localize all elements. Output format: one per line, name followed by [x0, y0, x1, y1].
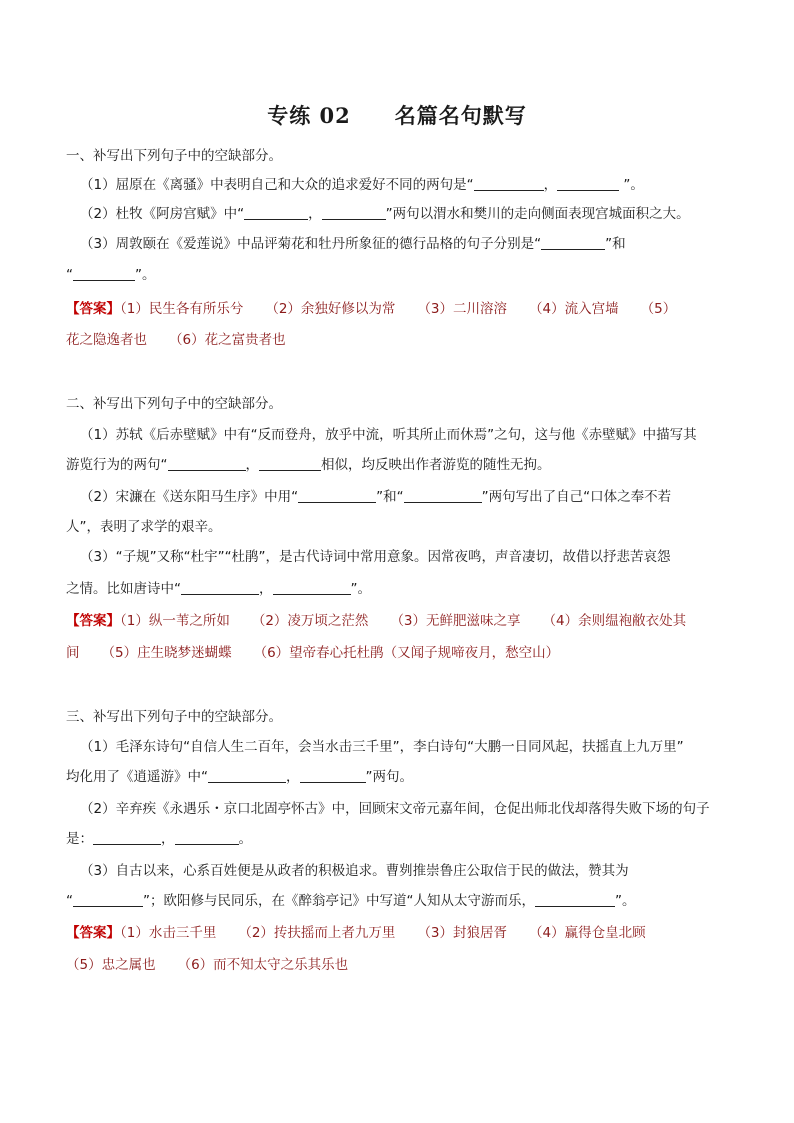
- blank-line: [73, 892, 143, 907]
- blank-line: [273, 580, 351, 595]
- s2-question-2-cont: 人”，表明了求学的艰辛。: [66, 519, 222, 535]
- s1-question-3-cont: “ ”。: [66, 267, 156, 283]
- blank-line: [404, 488, 482, 503]
- s3-answer-line-2: （5）忠之属也 （6）而不知太守之乐其乐也: [66, 957, 349, 973]
- blank-line: [322, 205, 386, 220]
- answer-label: 【答案】: [66, 613, 120, 629]
- blank-line: [474, 176, 544, 191]
- blank-line: [168, 456, 246, 471]
- blank-line: [73, 266, 135, 281]
- s2-question-1: （1）苏轼《后赤壁赋》中有“反而登舟，放乎中流，听其所止而休焉”之句，这与他《赤壁赋》中描写其: [80, 427, 697, 443]
- s2-question-3-cont: 之情。比如唐诗中“ ， ”。: [66, 581, 371, 597]
- blank-line: [557, 176, 619, 191]
- s3-question-3-cont: “ ”；欧阳修与民同乐，在《醉翁亭记》中写道“人知从太守游而乐， ”。: [66, 893, 636, 909]
- s3-answer-line-1: 【答案】（1）水击三千里 （2）抟扶摇而上者九万里 （3）封狼居胥 （4）赢得仓皇北顾: [66, 925, 646, 941]
- s2-question-2: （2）宋濂在《送东阳马生序》中用“ ”和“ ”两句写出了自己“口体之奉不若: [80, 489, 672, 505]
- s3-question-1: （1）毛泽东诗句“自信人生二百年，会当水击三千里”，李白诗句“大鹏一日同风起，扶摇直上九万里”: [80, 739, 684, 755]
- blank-line: [93, 830, 161, 845]
- s1-answer-line-1: 【答案】（1）民生各有所乐兮 （2）余独好修以为常 （3）二川溶溶 （4）流入宫墙 （5）: [66, 301, 677, 317]
- s2-question-1-cont: 游览行为的两句“ ， 相似，均反映出作者游览的随性无拘。: [66, 457, 551, 473]
- s3-question-1-cont: 均化用了《逍遥游》中“ ， ”两句。: [66, 769, 413, 785]
- blank-line: [298, 488, 376, 503]
- blank-line: [300, 768, 366, 783]
- blank-line: [535, 892, 615, 907]
- blank-line: [208, 768, 286, 783]
- page-title: 专练 02 名篇名句默写: [267, 103, 527, 128]
- s1-question-1: （1）屈原在《离骚》中表明自己和大众的追求爱好不同的两句是“ ， ”。: [80, 177, 644, 193]
- s1-question-3: （3）周敦颐在《爱莲说》中品评菊花和牡丹所象征的德行品格的句子分别是“ ”和: [80, 236, 626, 252]
- answer-label: 【答案】: [66, 301, 120, 317]
- section-1-heading: 一、补写出下列句子中的空缺部分。: [66, 148, 282, 164]
- s3-question-2-cont: 是： ， 。: [66, 831, 252, 847]
- blank-line: [541, 235, 605, 250]
- section-2-heading: 二、补写出下列句子中的空缺部分。: [66, 396, 282, 412]
- blank-line: [259, 456, 321, 471]
- s2-answer-line-1: 【答案】（1）纵一苇之所如 （2）凌万顷之茫然 （3）无鲜肥滋味之享 （4）余则缊袍敝衣处其: [66, 613, 687, 629]
- s3-question-3: （3）自古以来，心系百姓便是从政者的积极追求。曹刿推崇鲁庄公取信于民的做法，赞其为: [80, 863, 629, 879]
- s2-question-3: （3）“子规”又称“杜宇”“杜鹃”，是古代诗词中常用意象。因常夜鸣，声音凄切，故借以抒悲苦哀怨: [80, 549, 671, 565]
- s3-question-2: （2）辛弃疾《永遇乐・京口北固亭怀古》中，回顾宋文帝元嘉年间，仓促出师北伐却落得失败下场的句子: [80, 801, 710, 817]
- s2-answer-line-2: 间 （5）庄生晓梦迷蝴蝶 （6）望帝春心托杜鹃（又闻子规啼夜月，愁空山）: [66, 645, 560, 661]
- section-3-heading: 三、补写出下列句子中的空缺部分。: [66, 709, 282, 725]
- s1-answer-line-2: 花之隐逸者也 （6）花之富贵者也: [66, 332, 286, 348]
- s1-question-2: （2）杜牧《阿房宫赋》中“ ， ”两句以渭水和樊川的走向侧面表现宫城面积之大。: [80, 206, 690, 222]
- blank-line: [244, 205, 308, 220]
- blank-line: [175, 830, 239, 845]
- answer-label: 【答案】: [66, 925, 120, 941]
- blank-line: [181, 580, 259, 595]
